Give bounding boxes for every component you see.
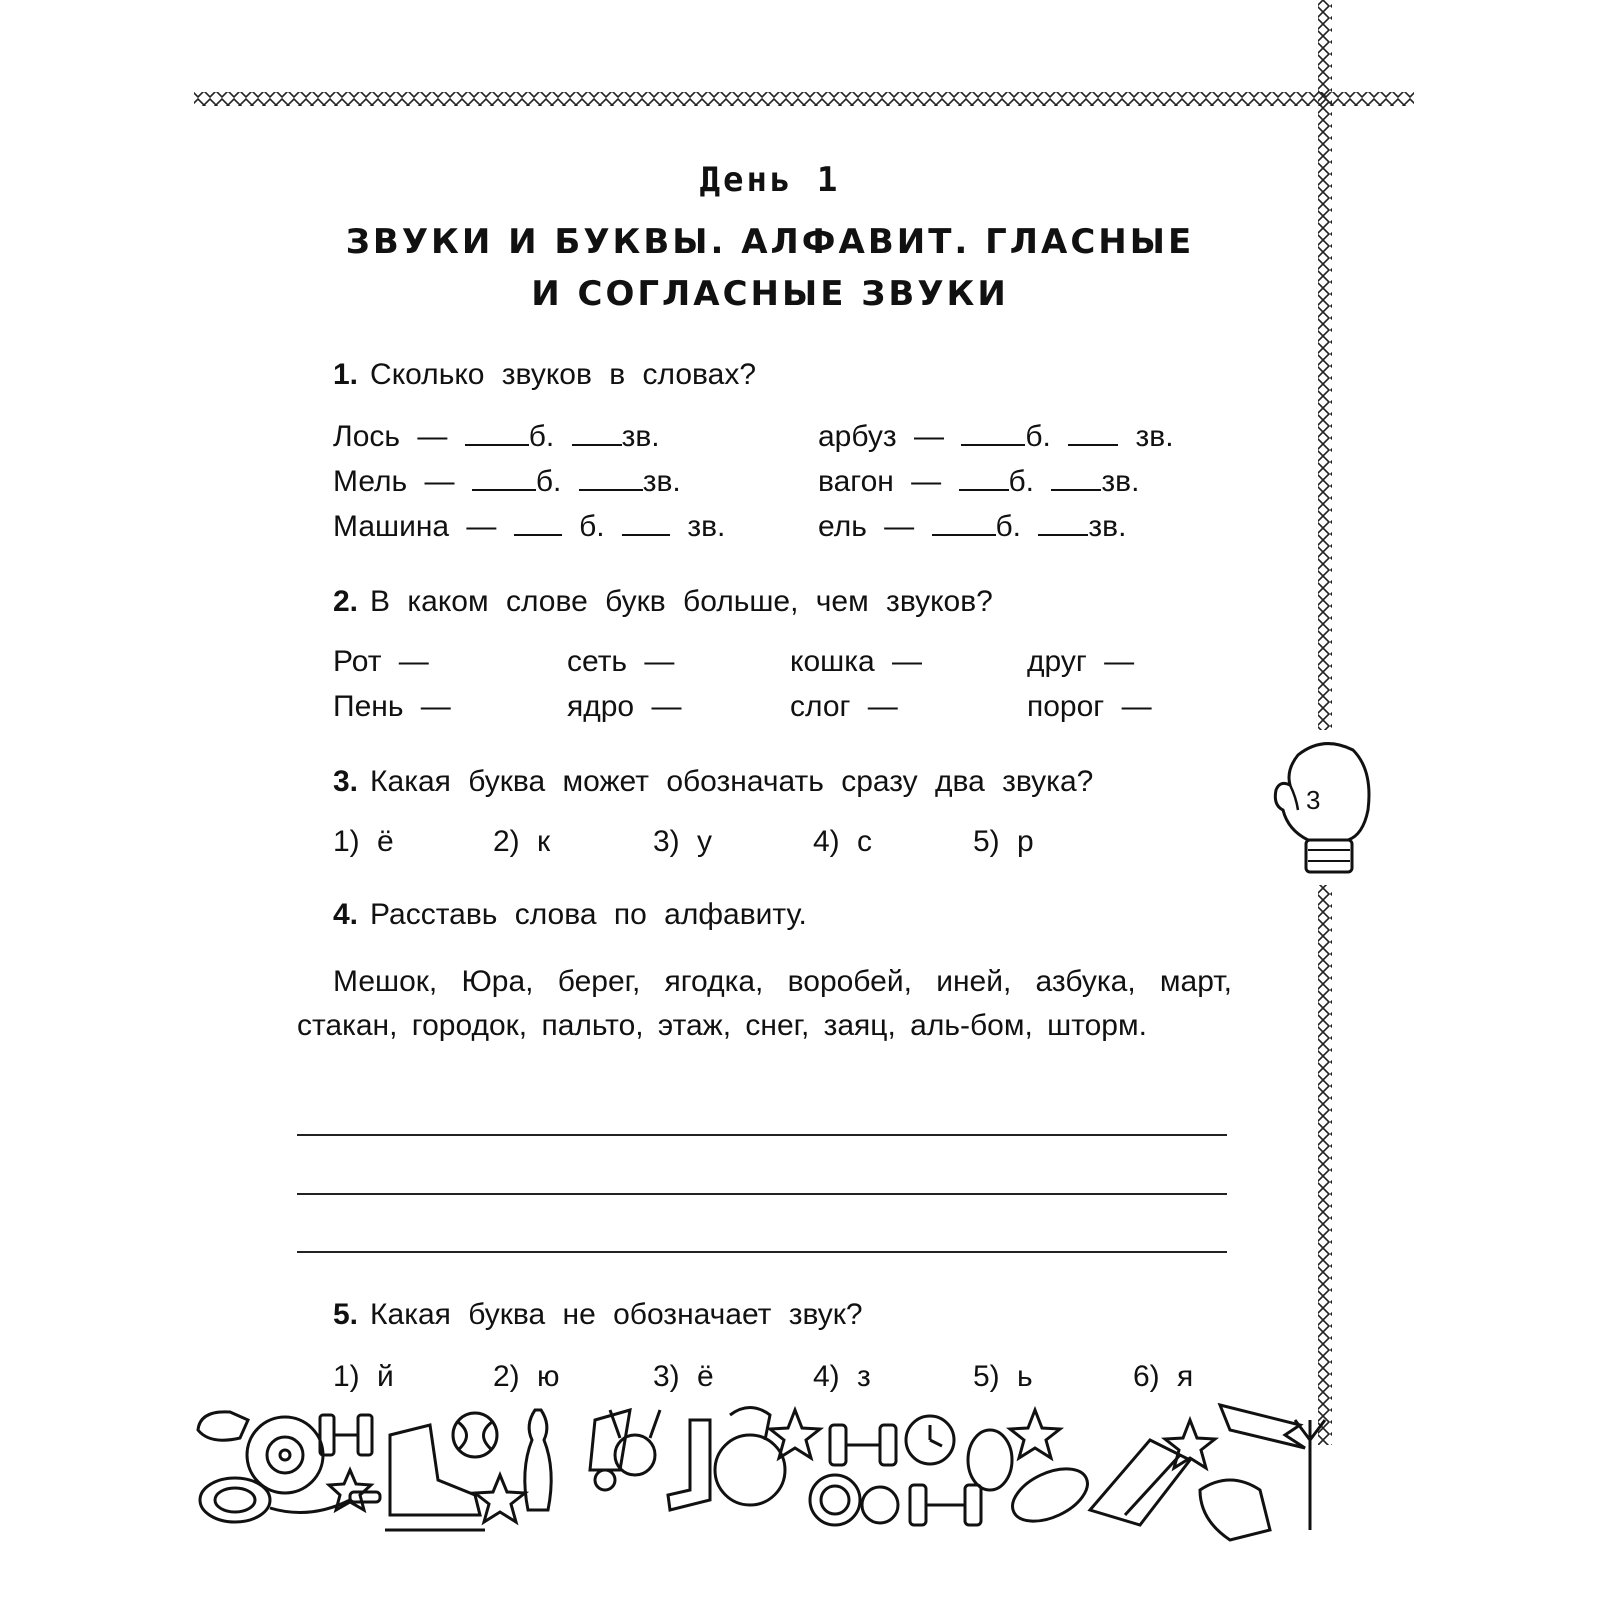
question-text: Какая буква не обозначает звук? [370, 1298, 863, 1331]
rugby-ball-icon [1004, 1458, 1095, 1532]
star-icon [329, 1470, 371, 1510]
q3-option[interactable]: 3) у [653, 825, 713, 858]
letters-abbr: б. [995, 510, 1022, 543]
ice-skate-icon [385, 1425, 485, 1530]
star-icon [475, 1475, 525, 1522]
dart-icon [1295, 1420, 1325, 1530]
blank[interactable] [622, 510, 670, 536]
q1-row-3-left: Машина — б. зв. [333, 510, 726, 543]
title-line-1: ЗВУКИ И БУКВЫ. АЛФАВИТ. ГЛАСНЫЕ [345, 222, 1195, 262]
whistle-icon [198, 1412, 248, 1440]
letters-abbr: б. [528, 420, 555, 453]
blank[interactable] [1038, 510, 1088, 536]
medal-icon [610, 1410, 660, 1475]
word: арбуз [818, 420, 897, 453]
jump-rope-icon [200, 1478, 380, 1522]
q1-row-3-right: ель — б. зв. [818, 510, 1127, 543]
q2-word: ядро — [567, 690, 682, 723]
q2-word: друг — [1027, 645, 1135, 678]
blank[interactable] [579, 465, 643, 491]
question-number: 5. [333, 1298, 359, 1331]
q2-word: порог — [1027, 690, 1152, 723]
hockey-stick-icon [668, 1420, 710, 1510]
q4-word-list: Мешок, Юра, берег, ягодка, воробей, иней, азбука, март, стакан, городок, пальто, этаж, снег, заяц, аль-бом, шторм. [297, 965, 1232, 1042]
q2-word: Пень — [333, 690, 451, 723]
question-5 [333, 1298, 863, 1332]
ribbon-banner-icon [1220, 1405, 1305, 1448]
letters-abbr: б. [1008, 465, 1035, 498]
q5-option[interactable]: 5) ь [973, 1360, 1033, 1393]
blank[interactable] [1051, 465, 1101, 491]
letters-abbr: б. [1025, 420, 1051, 453]
sounds-abbr: зв. [1101, 465, 1140, 498]
q2-word: слог — [790, 690, 898, 723]
q1-row-2-left: Мель — б. зв. [333, 465, 681, 498]
question-3 [333, 765, 1093, 799]
q5-option[interactable]: 1) й [333, 1360, 394, 1393]
dumbbell-icon [910, 1485, 981, 1525]
q5-option[interactable]: 4) з [813, 1360, 871, 1393]
page-number: 3 [1306, 785, 1321, 815]
blank[interactable] [1068, 420, 1118, 446]
blank[interactable] [514, 510, 562, 536]
q1-row-1-left: Лось — б. зв. [333, 420, 660, 453]
sounds-abbr: зв. [621, 420, 660, 453]
boxing-glove-icon [1268, 735, 1378, 880]
word: Машина [333, 510, 450, 543]
title-line-2: И СОГЛАСНЫЕ ЗВУКИ [531, 274, 1009, 314]
question-number: 2. [333, 585, 359, 618]
page-title [300, 216, 1240, 320]
q5-option[interactable]: 6) я [1133, 1360, 1194, 1393]
q1-row-1-right: арбуз — б. зв. [818, 420, 1174, 453]
question-number: 4. [333, 898, 359, 931]
answer-line[interactable] [297, 1134, 1227, 1136]
day-heading: День 1 [699, 160, 841, 200]
dumbbell-icon [320, 1415, 372, 1455]
q2-word: кошка — [790, 645, 923, 678]
question-text: Какая буква может обозначать сразу два звука? [370, 765, 1094, 798]
letters-abbr: б. [535, 465, 562, 498]
question-text: Расставь слова по алфавиту. [370, 898, 807, 931]
sports-doodle-border [190, 1400, 1380, 1550]
q5-option[interactable]: 2) ю [493, 1360, 560, 1393]
question-2 [333, 585, 993, 619]
blank[interactable] [465, 420, 529, 446]
answer-line[interactable] [297, 1251, 1227, 1253]
question-number: 1. [333, 358, 359, 391]
q5-option[interactable]: 3) ё [653, 1360, 714, 1393]
ball-icon [862, 1487, 898, 1523]
q2-word: Рот — [333, 645, 429, 678]
goggles-icon [968, 1430, 1012, 1490]
blank[interactable] [959, 465, 1009, 491]
question-number: 3. [333, 765, 359, 798]
blank[interactable] [961, 420, 1025, 446]
dumbbell-icon [830, 1425, 896, 1465]
tennis-ball-icon [453, 1413, 497, 1457]
blank[interactable] [572, 420, 622, 446]
q3-option[interactable]: 4) с [813, 825, 873, 858]
shuttlecock-icon [590, 1410, 630, 1490]
star-icon [1010, 1410, 1060, 1458]
sounds-abbr: зв. [1135, 420, 1174, 453]
question-text: Сколько звуков в словах? [370, 358, 757, 391]
q3-option[interactable]: 5) р [973, 825, 1034, 858]
word: ель [818, 510, 867, 543]
blank[interactable] [932, 510, 996, 536]
question-1 [333, 358, 756, 392]
blank[interactable] [472, 465, 536, 491]
q3-option[interactable]: 1) ё [333, 825, 394, 858]
bowling-pin-icon [525, 1410, 551, 1510]
word: Лось [333, 420, 401, 453]
kettlebell-icon [715, 1408, 785, 1506]
weight-plate-icon [247, 1417, 323, 1493]
sounds-abbr: зв. [1088, 510, 1127, 543]
q2-word: сеть — [567, 645, 675, 678]
question-text: В каком слове букв больше, чем звуков? [370, 585, 993, 618]
swim-fins-icon [1090, 1440, 1190, 1525]
award-rosette-icon [810, 1475, 860, 1525]
sounds-abbr: зв. [687, 510, 726, 543]
question-4 [333, 898, 807, 932]
word: Мель [333, 465, 408, 498]
word: вагон [818, 465, 894, 498]
q3-option[interactable]: 2) к [493, 825, 551, 858]
boxing-glove-icon [1200, 1480, 1270, 1540]
stopwatch-icon [906, 1416, 954, 1464]
letters-abbr: б. [579, 510, 605, 543]
answer-line[interactable] [297, 1193, 1227, 1195]
sounds-abbr: зв. [642, 465, 681, 498]
q1-row-2-right: вагон — б. зв. [818, 465, 1140, 498]
